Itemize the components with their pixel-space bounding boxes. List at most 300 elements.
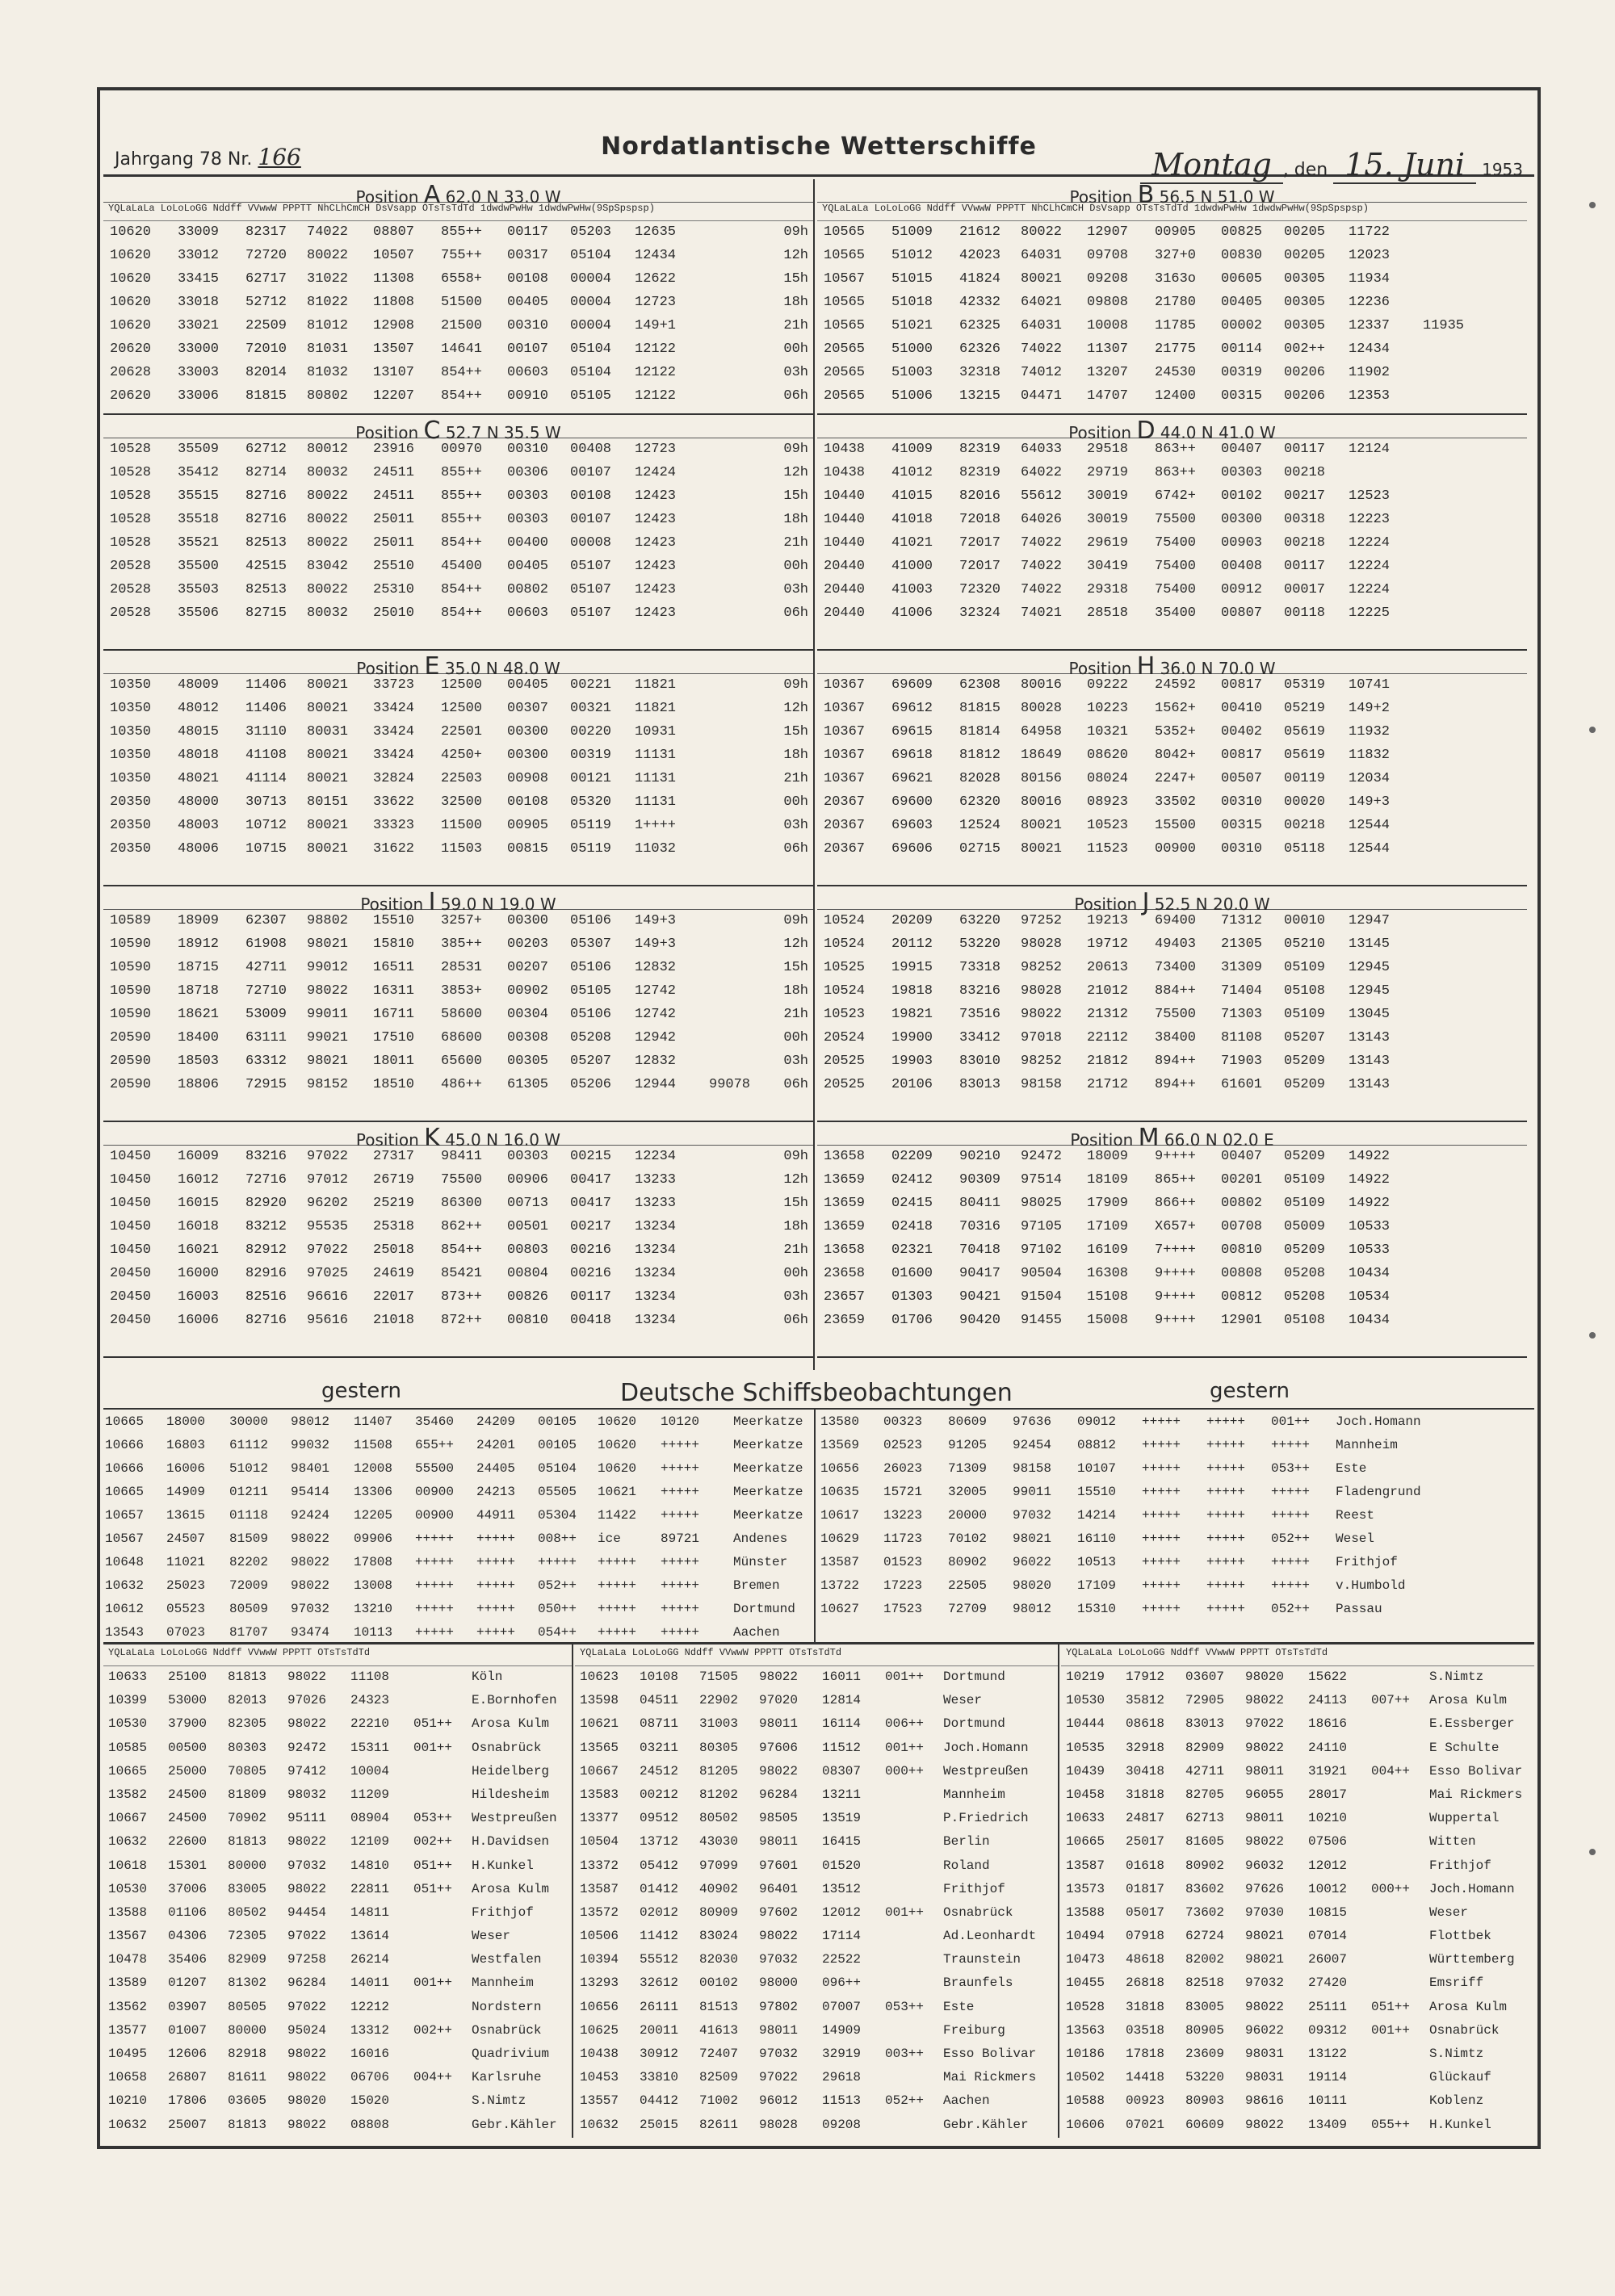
data-cell: 33424 — [373, 748, 415, 763]
data-row — [103, 245, 813, 268]
position-letter: E — [424, 652, 440, 681]
data-cell: 62308 — [959, 677, 1001, 693]
data-cell: 13588 — [108, 1904, 148, 1920]
table-row — [575, 1972, 1058, 1996]
ship-cell: 001++ — [1271, 1414, 1311, 1429]
data-cell: 12122 — [635, 365, 677, 380]
hour-label: 09h — [783, 224, 808, 240]
hour-label: 18h — [783, 1219, 808, 1234]
data-cell: 00815 — [507, 841, 549, 857]
hour-label: 15h — [783, 724, 808, 739]
data-cell: 61908 — [245, 936, 287, 952]
data-cell: 149+3 — [635, 936, 677, 952]
data-cell: 82916 — [245, 1266, 287, 1281]
ship-cell: +++++ — [1271, 1438, 1311, 1452]
data-cell: 33412 — [959, 1030, 1001, 1045]
data-cell: 80303 — [228, 1740, 267, 1755]
data-cell: 000++ — [885, 1763, 925, 1779]
ship-cell: 10567 — [105, 1531, 145, 1546]
data-cell: 00216 — [570, 1242, 612, 1258]
ship-cell: +++++ — [661, 1438, 700, 1452]
data-cell: 00830 — [1221, 248, 1263, 263]
data-cell: 98022 — [1245, 1834, 1285, 1850]
data-cell: 20525 — [824, 1077, 866, 1092]
data-cell: 26007 — [1308, 1952, 1348, 1967]
data-cell: 863++ — [1155, 465, 1197, 480]
data-cell: 13658 — [824, 1149, 866, 1164]
ship-cell: 09906 — [354, 1531, 393, 1546]
data-row — [103, 438, 813, 462]
data-cell: 97022 — [759, 2070, 799, 2085]
ship-cell: +++++ — [1206, 1508, 1246, 1523]
data-cell: 97032 — [287, 1858, 327, 1873]
data-cell: 31309 — [1221, 960, 1263, 975]
data-cell: 15311 — [350, 1740, 390, 1755]
data-cell: 01303 — [891, 1289, 933, 1305]
data-cell: 12337 — [1349, 318, 1391, 333]
ship-cell: 10629 — [820, 1531, 860, 1546]
position-block — [103, 1122, 813, 1358]
ship-cell: +++++ — [1206, 1578, 1246, 1593]
data-cell: 97032 — [1245, 1975, 1285, 1991]
data-cell: 854++ — [441, 535, 483, 551]
data-cell: 00305 — [1284, 318, 1326, 333]
data-cell: 65600 — [441, 1054, 483, 1069]
data-cell: 00306 — [507, 465, 549, 480]
data-cell: 96012 — [759, 2093, 799, 2109]
column-header: YQLaLaLa LoLoLoGG Nddff VVwwW PPPTT OTsTsTdTd — [575, 1642, 1058, 1666]
data-cell: 20367 — [824, 841, 866, 857]
data-cell: 16415 — [822, 1834, 862, 1850]
position-block — [817, 179, 1527, 415]
data-cell: 02412 — [891, 1172, 933, 1188]
data-cell: 20628 — [110, 365, 152, 380]
data-cell: 04412 — [640, 2093, 679, 2109]
data-row — [103, 838, 813, 861]
ship-cell: Meerkatze — [733, 1414, 803, 1429]
data-row — [817, 910, 1527, 933]
data-cell: 10525 — [824, 960, 866, 975]
position-block — [817, 415, 1527, 651]
data-cell: 00308 — [507, 1030, 549, 1045]
hour-label: 15h — [783, 960, 808, 975]
data-cell: 00802 — [507, 582, 549, 597]
ship-cell: +++++ — [661, 1555, 700, 1569]
data-cell: 33021 — [178, 318, 220, 333]
data-cell: 13519 — [822, 1811, 862, 1826]
data-cell: 29318 — [1087, 582, 1129, 597]
data-cell: 22210 — [350, 1716, 390, 1732]
table-row — [1061, 1737, 1534, 1761]
station-name: Wuppertal — [1429, 1811, 1500, 1826]
data-cell: 10108 — [640, 1670, 679, 1684]
ship-cell: 05523 — [166, 1602, 206, 1616]
station-name: H.Kunkel — [472, 1858, 534, 1873]
data-cell: 00212 — [640, 1787, 679, 1802]
ship-cell: 25023 — [166, 1578, 206, 1593]
data-cell: 33012 — [178, 248, 220, 263]
data-cell: 60609 — [1185, 2117, 1225, 2132]
data-cell: 00605 — [1221, 271, 1263, 287]
station-name: Braunfels — [943, 1975, 1013, 1991]
data-cell: 10665 — [1066, 1834, 1105, 1850]
data-cell: 24592 — [1155, 677, 1197, 693]
table-row — [575, 1902, 1058, 1925]
ship-cell: 11021 — [166, 1555, 206, 1569]
data-cell: 25011 — [373, 535, 415, 551]
data-row — [817, 1074, 1527, 1097]
data-cell: 80021 — [307, 841, 349, 857]
data-cell: 12901 — [1221, 1313, 1263, 1328]
data-row — [103, 791, 813, 815]
position-coords: 35.0 N 48.0 W — [444, 659, 560, 678]
data-cell: 81813 — [228, 1670, 267, 1684]
data-cell: 20524 — [824, 1030, 866, 1045]
data-cell: 00708 — [1221, 1219, 1263, 1234]
data-cell: 80021 — [1021, 841, 1063, 857]
data-cell: 00117 — [570, 1289, 612, 1305]
data-cell: 00408 — [570, 442, 612, 457]
data-cell: 05207 — [1284, 1030, 1326, 1045]
data-cell: 002++ — [1284, 341, 1326, 357]
data-cell: 29619 — [1087, 535, 1129, 551]
data-row — [103, 933, 813, 957]
data-cell: 053++ — [885, 1999, 925, 2014]
data-cell: 96284 — [287, 1975, 327, 1991]
ship-cell: ice — [598, 1531, 621, 1546]
data-cell: 28017 — [1308, 1787, 1348, 1802]
ship-obs-left — [103, 1411, 811, 1645]
station-name: Glückauf — [1429, 2070, 1491, 2085]
data-cell: 002++ — [413, 2022, 453, 2038]
ship-cell: 92424 — [291, 1508, 330, 1523]
data-cell: 02715 — [959, 841, 1001, 857]
station-name: Gebr.Kähler — [472, 2117, 557, 2132]
data-cell: 05206 — [570, 1077, 612, 1092]
station-name: Emsriff — [1429, 1975, 1484, 1991]
data-cell: 62713 — [1185, 1811, 1225, 1826]
ship-obs-heading — [103, 1374, 1534, 1410]
data-cell: 00207 — [507, 960, 549, 975]
position-header — [103, 1122, 813, 1152]
data-cell: 10367 — [824, 701, 866, 716]
ship-cell: +++++ — [1142, 1461, 1181, 1476]
data-cell: 48003 — [178, 818, 220, 833]
data-cell: 55512 — [640, 1952, 679, 1967]
ship-cell: 052++ — [538, 1578, 577, 1593]
data-cell: 00002 — [1221, 318, 1263, 333]
data-cell: 13507 — [373, 341, 415, 357]
data-cell: 10440 — [824, 488, 866, 504]
data-cell: 19900 — [891, 1030, 933, 1045]
data-cell: 18503 — [178, 1054, 220, 1069]
data-cell: 16114 — [822, 1716, 862, 1732]
data-row — [103, 602, 813, 626]
ship-cell: 16803 — [166, 1438, 206, 1452]
data-cell: 69606 — [891, 841, 933, 857]
data-cell: 25219 — [373, 1196, 415, 1211]
data-cell: 80022 — [307, 535, 349, 551]
data-cell: 11932 — [1349, 724, 1391, 739]
data-cell: 00121 — [570, 771, 612, 786]
data-cell: 83602 — [1185, 1881, 1225, 1896]
data-cell: 051++ — [413, 1716, 453, 1732]
data-cell: 98011 — [759, 1834, 799, 1850]
data-row — [817, 315, 1527, 338]
data-cell: 05307 — [570, 936, 612, 952]
data-cell: 00117 — [1284, 442, 1326, 457]
data-row — [817, 768, 1527, 791]
ship-cell: 10513 — [1077, 1555, 1117, 1569]
data-cell: 13587 — [1066, 1858, 1105, 1873]
data-cell: 13233 — [635, 1196, 677, 1211]
data-cell: 72915 — [245, 1077, 287, 1092]
data-cell: 21018 — [373, 1313, 415, 1328]
data-cell: 12224 — [1349, 582, 1391, 597]
table-row — [103, 2067, 572, 2090]
data-cell: 83216 — [959, 983, 1001, 999]
data-cell: 10438 — [580, 2047, 619, 2061]
data-cell: 10715 — [245, 841, 287, 857]
ship-cell: 17223 — [883, 1578, 923, 1593]
data-cell: 75400 — [1155, 559, 1197, 574]
data-cell: 74022 — [1021, 582, 1063, 597]
data-row — [817, 674, 1527, 698]
data-cell: 05017 — [1126, 1904, 1165, 1920]
data-cell: 01007 — [168, 2022, 208, 2038]
data-cell: 24511 — [373, 488, 415, 504]
data-cell: 10620 — [110, 271, 152, 287]
data-cell: 71312 — [1221, 913, 1263, 928]
data-row — [103, 532, 813, 555]
ship-cell: 10612 — [105, 1602, 145, 1616]
station-name: Westpreußen — [943, 1763, 1029, 1779]
hour-label: 15h — [783, 488, 808, 504]
data-cell: 00307 — [507, 701, 549, 716]
data-cell: 03607 — [1185, 1670, 1225, 1684]
data-cell: 98252 — [1021, 1054, 1063, 1069]
data-cell: 98025 — [1021, 1196, 1063, 1211]
data-cell: 02418 — [891, 1219, 933, 1234]
data-cell: 16021 — [178, 1242, 220, 1258]
data-cell: 18909 — [178, 913, 220, 928]
data-cell: 00900 — [1155, 841, 1197, 857]
data-cell: 22522 — [822, 1952, 862, 1967]
data-cell: 48021 — [178, 771, 220, 786]
ship-cell: 13223 — [883, 1508, 923, 1523]
data-cell: 14922 — [1349, 1149, 1391, 1164]
hour-label: 21h — [783, 1007, 808, 1022]
data-cell: 10588 — [1066, 2093, 1105, 2109]
data-cell: 10478 — [108, 1952, 148, 1967]
station-name: Weser — [1429, 1904, 1469, 1920]
hour-label: 00h — [783, 559, 808, 574]
data-cell: 10434 — [1349, 1313, 1391, 1328]
data-cell: 41824 — [959, 271, 1001, 287]
data-cell: 12500 — [441, 701, 483, 716]
station-name: S.Nimtz — [1429, 2047, 1484, 2061]
data-cell: 35812 — [1126, 1693, 1165, 1708]
data-cell: 41021 — [891, 535, 933, 551]
data-cell: 00825 — [1221, 224, 1263, 240]
ship-cell: 10621 — [598, 1485, 637, 1499]
ship-cell: 13008 — [354, 1578, 393, 1593]
data-cell: 00417 — [570, 1196, 612, 1211]
data-cell: 10530 — [108, 1716, 148, 1732]
data-cell: 18616 — [1308, 1716, 1348, 1732]
data-cell: 33424 — [373, 724, 415, 739]
data-row — [103, 1309, 813, 1333]
data-cell: 13234 — [635, 1289, 677, 1305]
station-name: Gebr.Kähler — [943, 2117, 1029, 2132]
data-cell: 13143 — [1349, 1054, 1391, 1069]
gestern-right: gestern — [1210, 1379, 1290, 1403]
hour-label: 21h — [783, 771, 808, 786]
ship-row — [103, 1528, 811, 1552]
data-cell: 20112 — [891, 936, 933, 952]
data-cell: 15108 — [1087, 1289, 1129, 1305]
data-cell: 81815 — [959, 701, 1001, 716]
data-cell: 1++++ — [635, 818, 677, 833]
year: 1953 — [1482, 160, 1523, 179]
data-cell: 64031 — [1021, 318, 1063, 333]
data-cell: 11821 — [635, 701, 677, 716]
data-cell: 98032 — [287, 1787, 327, 1802]
ship-cell: 26023 — [883, 1461, 923, 1476]
ship-cell: 00105 — [538, 1414, 577, 1429]
data-cell: 00810 — [507, 1313, 549, 1328]
ship-cell: 51012 — [229, 1461, 269, 1476]
data-cell: 83042 — [307, 559, 349, 574]
data-cell: 004++ — [1371, 1763, 1411, 1779]
table-row — [1061, 2090, 1534, 2114]
data-cell: 25510 — [373, 559, 415, 574]
position-block — [103, 886, 813, 1122]
position-label: Position — [355, 423, 419, 442]
position-header — [103, 886, 813, 916]
station-name: P.Friedrich — [943, 1811, 1029, 1826]
data-cell: 97022 — [1245, 1716, 1285, 1732]
data-cell: 10434 — [1349, 1266, 1391, 1281]
data-cell: 11512 — [822, 1740, 862, 1755]
ship-cell: +++++ — [415, 1531, 455, 1546]
data-row — [817, 721, 1527, 744]
data-cell: 05412 — [640, 1858, 679, 1873]
data-cell: 90210 — [959, 1149, 1001, 1164]
ship-cell: Este — [1336, 1461, 1367, 1476]
data-cell: 41012 — [891, 465, 933, 480]
data-cell: 55612 — [1021, 488, 1063, 504]
data-cell: 31622 — [373, 841, 415, 857]
data-cell: 11722 — [1349, 224, 1391, 240]
ship-row — [103, 1575, 811, 1598]
data-cell: 63220 — [959, 913, 1001, 928]
ship-cell: 050++ — [538, 1602, 577, 1616]
data-cell: 05109 — [1284, 960, 1326, 975]
data-cell: 35518 — [178, 512, 220, 527]
ship-cell: Meerkatze — [733, 1508, 803, 1523]
data-cell: 61601 — [1221, 1077, 1263, 1092]
ship-cell: 05104 — [538, 1461, 577, 1476]
data-cell: 12223 — [1349, 512, 1391, 527]
data-cell: 12544 — [1349, 818, 1391, 833]
data-cell: 26214 — [350, 1952, 390, 1967]
data-cell: 51012 — [891, 248, 933, 263]
data-row — [817, 438, 1527, 462]
data-cell: 74022 — [1021, 341, 1063, 357]
data-cell: 00405 — [507, 559, 549, 574]
data-row — [817, 221, 1527, 245]
ship-cell: Meerkatze — [733, 1461, 803, 1476]
data-cell: 81205 — [699, 1763, 739, 1779]
data-cell: 10495 — [108, 2047, 148, 2061]
data-cell: 98022 — [287, 1716, 327, 1732]
data-cell: 855++ — [441, 512, 483, 527]
data-cell: 16511 — [373, 960, 415, 975]
position-label: Position — [1074, 895, 1138, 914]
data-cell: 001++ — [885, 1670, 925, 1684]
data-cell: 10565 — [824, 248, 866, 263]
ship-cell: Bremen — [733, 1578, 780, 1593]
data-cell: 70805 — [228, 1763, 267, 1779]
data-cell: 73400 — [1155, 960, 1197, 975]
data-row — [103, 674, 813, 698]
data-cell: 81812 — [959, 748, 1001, 763]
station-name: Quadrivium — [472, 2047, 550, 2061]
ship-row — [819, 1481, 1534, 1505]
data-cell: 08024 — [1087, 771, 1129, 786]
data-cell: 6742+ — [1155, 488, 1197, 504]
data-cell: 05107 — [570, 605, 612, 621]
data-cell: 13372 — [580, 1858, 619, 1873]
data-cell: 001++ — [413, 1740, 453, 1755]
data-cell: 95111 — [287, 1811, 327, 1826]
data-cell: 80016 — [1021, 794, 1063, 810]
data-cell: 29719 — [1087, 465, 1129, 480]
data-cell: 16009 — [178, 1149, 220, 1164]
ship-cell: +++++ — [1271, 1508, 1311, 1523]
ship-cell: +++++ — [598, 1578, 637, 1593]
data-cell: 13215 — [959, 388, 1001, 404]
data-cell: 85421 — [441, 1266, 483, 1281]
ship-cell: 32005 — [948, 1485, 988, 1499]
data-cell: 18109 — [1087, 1172, 1129, 1188]
data-cell: 149+2 — [1349, 701, 1391, 716]
column-header: YQLaLaLa LoLoLoGG Nddff VVwwW PPPTT OTsTsTdTd — [103, 1642, 572, 1666]
data-cell: 10632 — [580, 2117, 619, 2132]
ship-cell: +++++ — [538, 1555, 577, 1569]
data-cell: 42711 — [245, 960, 287, 975]
data-cell: 95535 — [307, 1219, 349, 1234]
data-cell: 71404 — [1221, 983, 1263, 999]
data-cell: 10528 — [110, 442, 152, 457]
data-cell: 10394 — [580, 1952, 619, 1967]
data-cell: 20440 — [824, 605, 866, 621]
data-cell: 99012 — [307, 960, 349, 975]
data-cell: 97514 — [1021, 1172, 1063, 1188]
data-cell: 82611 — [699, 2117, 739, 2132]
data-row — [817, 362, 1527, 385]
data-cell: 00810 — [1221, 1242, 1263, 1258]
data-cell: 83013 — [959, 1077, 1001, 1092]
data-cell: 11307 — [1087, 341, 1129, 357]
data-cell: 71303 — [1221, 1007, 1263, 1022]
data-cell: 35500 — [178, 559, 220, 574]
land-column-2 — [575, 1642, 1059, 2138]
data-cell: 15622 — [1308, 1670, 1348, 1684]
data-cell: 00713 — [507, 1196, 549, 1211]
data-cell: 81813 — [228, 2117, 267, 2132]
